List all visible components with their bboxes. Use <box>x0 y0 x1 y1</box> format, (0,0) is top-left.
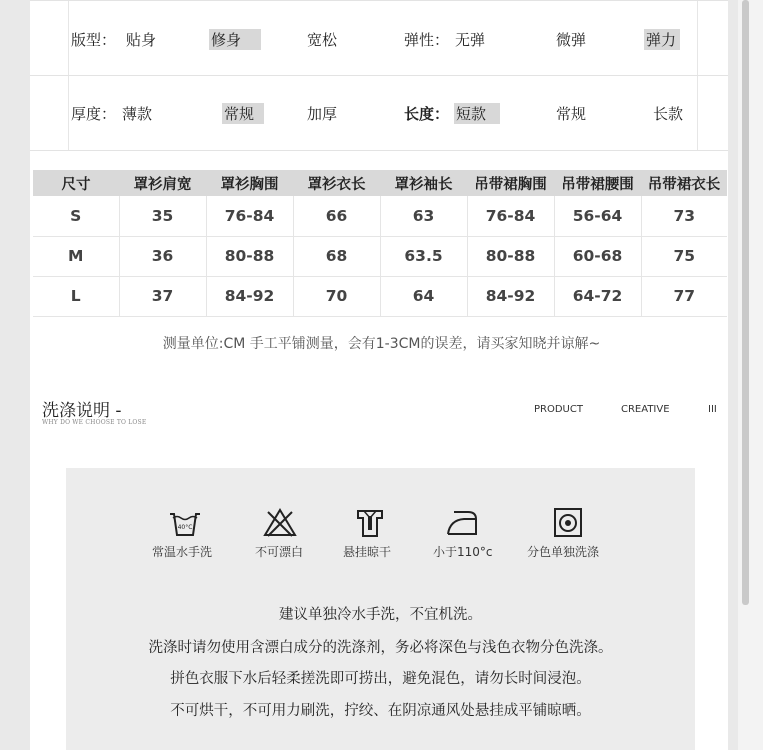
care-tip: 拼色衣服下水后轻柔搓洗即可捞出，避免混色，请勿长时间浸泡。 <box>170 671 591 687</box>
elastic-option-slight: 微弹 <box>556 31 587 49</box>
table-row <box>33 276 727 316</box>
table-cell: 75 <box>641 236 727 276</box>
separate-wash-icon <box>550 506 586 540</box>
fit-option-loose: 宽松 <box>307 31 338 49</box>
table-cell: 64 <box>380 276 467 316</box>
table-row <box>33 236 727 276</box>
wash-section-title: 洗涤说明 - <box>42 401 122 421</box>
care-label-hand-wash: 常温水手洗 <box>152 545 213 559</box>
header-dress-waist: 吊带裙腰围 <box>554 170 641 196</box>
thickness-option-thick: 加厚 <box>307 105 338 123</box>
hand-wash-icon <box>167 506 203 540</box>
care-label-separate-wash: 分色单独洗涤 <box>527 545 600 559</box>
header-length: 罩衫衣长 <box>293 170 380 196</box>
nav-menu: III <box>708 404 717 415</box>
measurement-note: 测量单位:CM 手工平铺测量，会有1-3CM的误差，请买家知晓并谅解~ <box>162 336 601 352</box>
table-row <box>33 196 727 236</box>
table-cell: M <box>33 236 119 276</box>
table-cell: 66 <box>293 196 380 236</box>
table-cell: 35 <box>119 196 206 236</box>
length-label: 长度： <box>404 105 450 123</box>
table-cell: S <box>33 196 119 236</box>
table-cell: 60-68 <box>554 236 641 276</box>
fit-option-tight: 贴身 <box>126 31 157 49</box>
elastic-option-none: 无弹 <box>455 31 486 49</box>
header-sleeve: 罩衫袖长 <box>380 170 467 196</box>
table-cell: 80-88 <box>206 236 293 276</box>
size-table <box>33 170 727 317</box>
header-bust: 罩衫胸围 <box>206 170 293 196</box>
wash-section-subtitle: WHY DO WE CHOOSE TO LOSE <box>42 419 147 426</box>
table-cell: 77 <box>641 276 727 316</box>
care-label-iron: 小于110°c <box>433 545 493 559</box>
table-cell: 84-92 <box>206 276 293 316</box>
care-label-no-bleach: 不可漂白 <box>255 545 304 559</box>
nav-product: PRODUCT <box>534 404 583 415</box>
header-dress-bust: 吊带裙胸围 <box>467 170 554 196</box>
fit-label: 版型： <box>71 31 117 49</box>
table-cell: 73 <box>641 196 727 236</box>
hang-dry-icon <box>352 506 388 540</box>
table-cell: 76-84 <box>467 196 554 236</box>
length-option-long: 长款 <box>653 105 684 123</box>
divider <box>30 150 728 151</box>
fit-option-slim-selected: 修身 <box>209 29 261 50</box>
table-cell: L <box>33 276 119 316</box>
care-tip: 洗涤时请勿使用含漂白成分的洗涤剂，务必将深色与浅色衣物分色洗涤。 <box>148 640 613 656</box>
length-option-regular: 常规 <box>556 105 587 123</box>
table-cell: 63.5 <box>380 236 467 276</box>
header-shoulder: 罩衫肩宽 <box>119 170 206 196</box>
scrollbar-thumb[interactable] <box>742 0 749 605</box>
table-cell: 56-64 <box>554 196 641 236</box>
care-tip: 建议单独冷水手洗，不宜机洗。 <box>279 607 482 623</box>
thickness-label: 厚度： <box>71 105 117 123</box>
table-cell: 76-84 <box>206 196 293 236</box>
table-cell: 68 <box>293 236 380 276</box>
no-bleach-icon <box>262 506 298 540</box>
table-cell: 80-88 <box>467 236 554 276</box>
thickness-option-regular-selected: 常规 <box>222 103 264 124</box>
table-cell: 37 <box>119 276 206 316</box>
elastic-label: 弹性： <box>404 31 450 49</box>
elastic-option-stretch-selected: 弹力 <box>644 29 680 50</box>
table-cell: 64-72 <box>554 276 641 316</box>
length-option-short-selected: 短款 <box>454 103 500 124</box>
care-tip: 不可烘干，不可用力刷洗，拧绞、在阴凉通风处悬挂成平铺晾晒。 <box>170 703 591 719</box>
size-table-header-row <box>33 170 727 196</box>
table-cell: 84-92 <box>467 276 554 316</box>
iron-icon <box>444 506 480 540</box>
header-dress-length: 吊带裙衣长 <box>641 170 727 196</box>
header-size: 尺寸 <box>33 170 119 196</box>
table-cell: 63 <box>380 196 467 236</box>
table-cell: 70 <box>293 276 380 316</box>
hand-wash-temp: 40°C <box>177 524 193 531</box>
thickness-option-thin: 薄款 <box>122 105 153 123</box>
care-label-hang-dry: 悬挂晾干 <box>343 545 392 559</box>
table-cell: 36 <box>119 236 206 276</box>
nav-creative: CREATIVE <box>621 404 670 415</box>
